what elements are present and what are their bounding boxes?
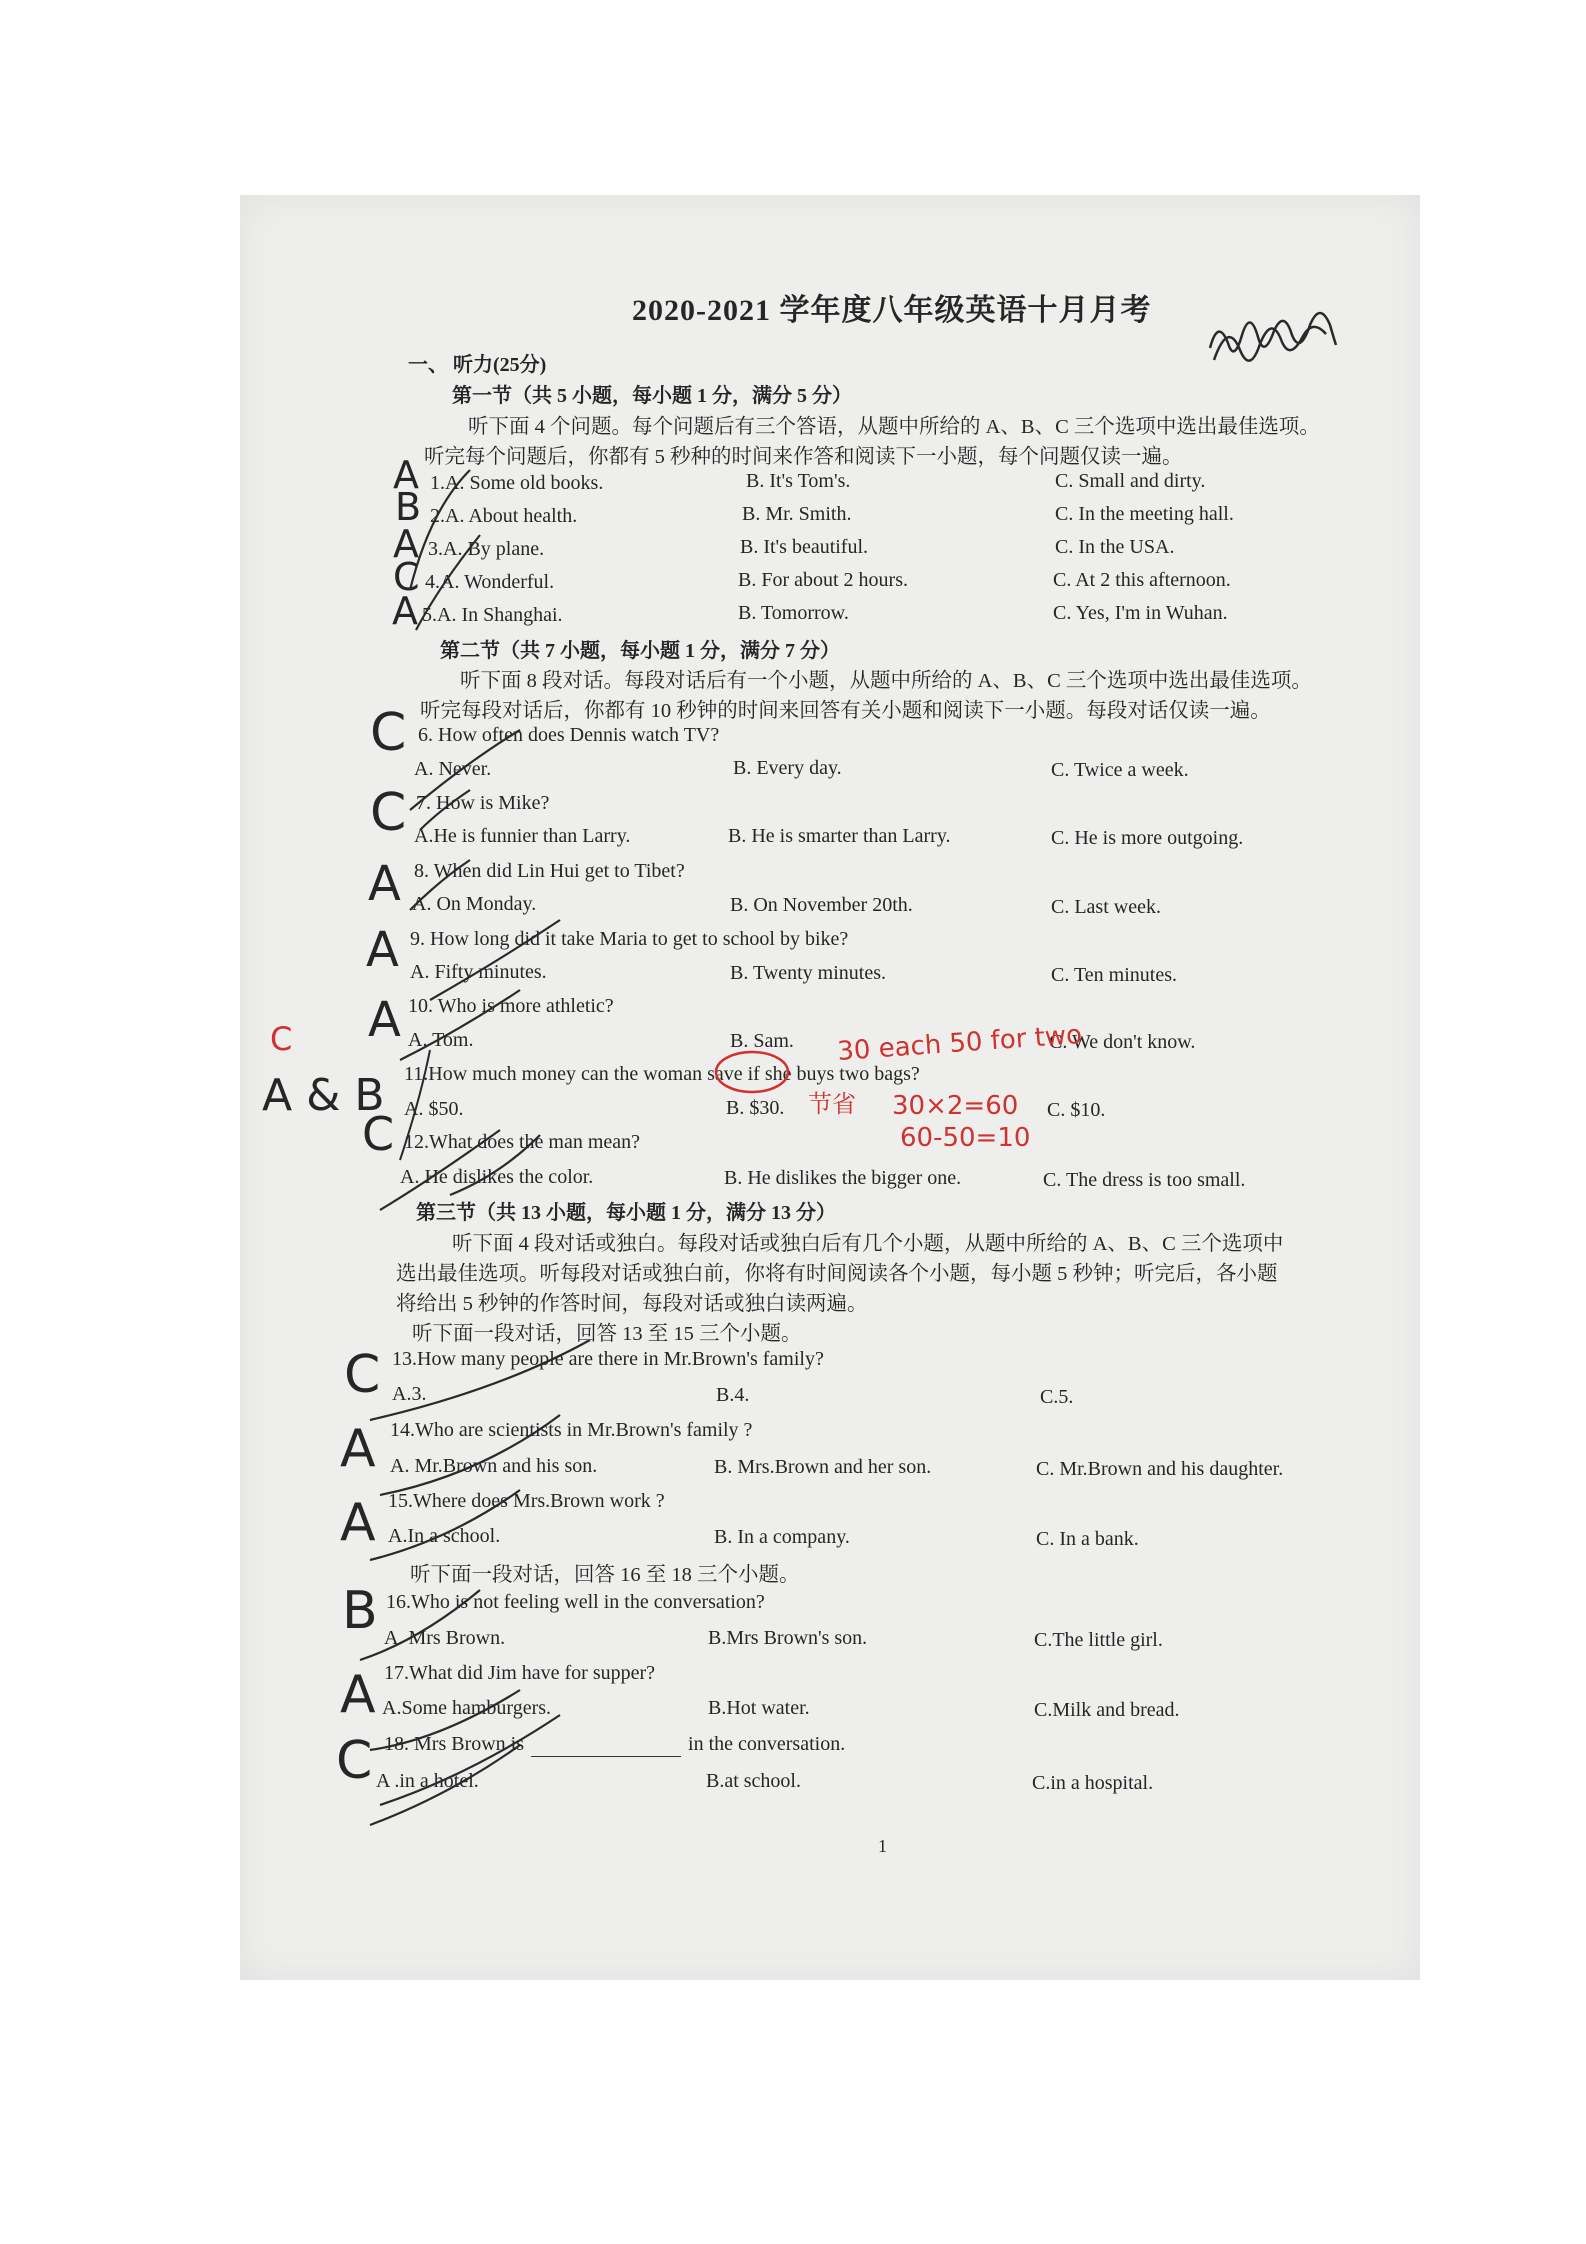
q11-correction-text: C bbox=[270, 1020, 293, 1058]
q18-stem-start: 18. Mrs Brown is bbox=[384, 1733, 525, 1755]
q14-option-c: C. Mr.Brown and his daughter. bbox=[1036, 1458, 1284, 1480]
fill-blank bbox=[531, 1733, 681, 1757]
q10-option-b: B. Sam. bbox=[730, 1030, 794, 1052]
q1-option-b: B. It's Tom's. bbox=[746, 470, 851, 492]
q11-option-a: A. $50. bbox=[404, 1098, 464, 1120]
q16-option-b: B.Mrs Brown's son. bbox=[708, 1627, 868, 1649]
answer-q17: A bbox=[340, 1665, 376, 1725]
q9-option-b: B. Twenty minutes. bbox=[730, 962, 887, 984]
q11-note-1: 30 each 50 for two bbox=[836, 1019, 1083, 1067]
q9-option-a: A. Fifty minutes. bbox=[410, 961, 547, 983]
q8-option-c: C. Last week. bbox=[1051, 896, 1161, 918]
q11-note-4: 60-50=10 bbox=[900, 1123, 1031, 1153]
answer-q14: A bbox=[340, 1419, 376, 1479]
q18-option-c: C.in a hospital. bbox=[1032, 1772, 1154, 1794]
q13-option-a: A.3. bbox=[392, 1383, 427, 1405]
q3-option-c: C. In the USA. bbox=[1055, 536, 1175, 558]
answer-q16: B bbox=[342, 1581, 378, 1641]
q16-stem: 16.Who is not feeling well in the conversation? bbox=[386, 1591, 765, 1613]
q11-note-2: 节省 bbox=[808, 1090, 856, 1118]
answer-q18: C bbox=[336, 1731, 373, 1791]
q7-option-a: A.He is funnier than Larry. bbox=[414, 825, 631, 847]
q14-option-b: B. Mrs.Brown and her son. bbox=[714, 1456, 932, 1478]
q17-option-c: C.Milk and bread. bbox=[1034, 1699, 1180, 1721]
answer-q7: C bbox=[370, 783, 407, 843]
q11-answer-text: A & B bbox=[262, 1070, 385, 1121]
q10-option-c: C. We don't know. bbox=[1049, 1031, 1196, 1053]
q8-option-b: B. On November 20th. bbox=[730, 894, 913, 916]
q6-option-b: B. Every day. bbox=[733, 757, 842, 779]
q17-option-a: A.Some hamburgers. bbox=[382, 1697, 552, 1719]
q4-option-c: C. At 2 this afternoon. bbox=[1053, 569, 1231, 591]
q13-option-b: B.4. bbox=[716, 1384, 750, 1406]
answer-q3: A bbox=[393, 522, 419, 566]
q1-option-c: C. Small and dirty. bbox=[1055, 470, 1206, 492]
q7-option-c: C. He is more outgoing. bbox=[1051, 827, 1244, 849]
answer-q15: A bbox=[340, 1493, 376, 1553]
part3-subheading: 听下面一段对话，回答 13 至 15 三个小题。 bbox=[412, 1323, 802, 1345]
q18-option-b: B.at school. bbox=[706, 1770, 801, 1792]
part1-heading: 第一节（共 5 小题，每小题 1 分，满分 5 分） bbox=[452, 385, 852, 407]
q2-option-a: 2.A. About health. bbox=[430, 505, 578, 527]
q18-option-a: A .in a hotel. bbox=[376, 1770, 479, 1792]
q3-option-b: B. It's beautiful. bbox=[740, 536, 869, 558]
q2-option-c: C. In the meeting hall. bbox=[1055, 503, 1234, 525]
answer-q2: B bbox=[395, 485, 422, 529]
q14-stem: 14.Who are scientists in Mr.Brown's family ? bbox=[390, 1419, 753, 1441]
q6-stem: 6. How often does Dennis watch TV? bbox=[418, 724, 720, 746]
answer-q1: A bbox=[393, 453, 419, 497]
answer-q8: A bbox=[368, 856, 401, 912]
q12-option-c: C. The dress is too small. bbox=[1043, 1169, 1246, 1191]
answer-q13: C bbox=[344, 1345, 381, 1405]
answer-q5: A bbox=[392, 589, 418, 633]
q13-option-c: C.5. bbox=[1040, 1386, 1074, 1408]
q9-option-c: C. Ten minutes. bbox=[1051, 964, 1178, 986]
part2-heading: 第二节（共 7 小题，每小题 1 分，满分 7 分） bbox=[440, 640, 840, 662]
q15-option-c: C. In a bank. bbox=[1036, 1528, 1139, 1550]
q17-stem: 17.What did Jim have for supper? bbox=[384, 1662, 656, 1684]
q11-option-b: B. $30. bbox=[726, 1097, 785, 1119]
q11-option-c: C. $10. bbox=[1047, 1099, 1106, 1121]
section-heading: 一、 听力(25分) bbox=[408, 354, 547, 376]
part3-subheading: 听下面一段对话，回答 16 至 18 三个小题。 bbox=[410, 1564, 800, 1586]
q12-option-b: B. He dislikes the bigger one. bbox=[724, 1167, 962, 1189]
q18-stem-end: in the conversation. bbox=[688, 1733, 846, 1755]
answer-q4: C bbox=[393, 555, 420, 599]
q4-option-a: 4.A. Wonderful. bbox=[425, 571, 555, 593]
q16-option-c: C.The little girl. bbox=[1034, 1629, 1163, 1651]
q6-option-a: A. Never. bbox=[414, 758, 492, 780]
part3-instruction: 听下面 4 段对话或独白。每段对话或独白后有几个小题，从题中所给的 A、B、C 三个选项中 bbox=[452, 1233, 1284, 1255]
part3-instruction: 将给出 5 秒钟的作答时间，每段对话或独白读两遍。 bbox=[396, 1293, 868, 1315]
page-title: 2020-2021 学年度八年级英语十月月考 bbox=[632, 294, 1152, 327]
part2-instruction: 听下面 8 段对话。每段对话后有一个小题，从题中所给的 A、B、C 三个选项中选出最佳选项。 bbox=[460, 670, 1312, 692]
q3-option-a: 3.A. By plane. bbox=[428, 538, 545, 560]
q15-option-a: A.In a school. bbox=[388, 1525, 501, 1547]
q10-option-a: A. Tom. bbox=[408, 1029, 474, 1051]
answer-q12: C bbox=[362, 1107, 395, 1161]
part1-instruction: 听下面 4 个问题。每个问题后有三个答语，从题中所给的 A、B、C 三个选项中选出最佳选项。 bbox=[468, 416, 1320, 438]
q2-option-b: B. Mr. Smith. bbox=[742, 503, 852, 525]
q4-option-b: B. For about 2 hours. bbox=[738, 569, 908, 591]
q10-stem: 10. Who is more athletic? bbox=[408, 995, 614, 1017]
q5-option-c: C. Yes, I'm in Wuhan. bbox=[1053, 602, 1228, 624]
q15-stem: 15.Where does Mrs.Brown work ? bbox=[388, 1490, 665, 1512]
q14-option-a: A. Mr.Brown and his son. bbox=[390, 1455, 598, 1477]
q8-stem: 8. When did Lin Hui get to Tibet? bbox=[414, 860, 685, 882]
answer-q6: C bbox=[370, 703, 407, 763]
q11-note-3: 30×2=60 bbox=[892, 1091, 1019, 1121]
part3-heading: 第三节（共 13 小题，每小题 1 分，满分 13 分） bbox=[416, 1202, 836, 1224]
q9-stem: 9. How long did it take Maria to get to school by bike? bbox=[410, 928, 849, 950]
q7-stem: 7. How is Mike? bbox=[416, 792, 550, 814]
q5-option-b: B. Tomorrow. bbox=[738, 602, 849, 624]
q15-option-b: B. In a company. bbox=[714, 1526, 850, 1548]
part2-instruction: 听完每段对话后，你都有 10 秒钟的时间来回答有关小题和阅读下一小题。每段对话仅读一遍。 bbox=[420, 700, 1271, 722]
q16-option-a: A. Mrs Brown. bbox=[384, 1627, 506, 1649]
q17-option-b: B.Hot water. bbox=[708, 1697, 810, 1719]
part1-instruction: 听完每个问题后，你都有 5 秒种的时间来作答和阅读下一小题，每个问题仅读一遍。 bbox=[424, 446, 1183, 468]
q11-stem: 11.How much money can the woman save if she buys two bags? bbox=[404, 1063, 920, 1085]
page-number: 1 bbox=[878, 1836, 887, 1856]
q7-option-b: B. He is smarter than Larry. bbox=[728, 825, 951, 847]
answer-q9: A bbox=[366, 922, 399, 978]
q8-option-a: A. On Monday. bbox=[412, 893, 537, 915]
q12-option-a: A. He dislikes the color. bbox=[400, 1166, 594, 1188]
q12-stem: 12.What does the man mean? bbox=[404, 1131, 641, 1153]
answer-q10: A bbox=[368, 992, 401, 1048]
q13-stem: 13.How many people are there in Mr.Brown's family? bbox=[392, 1348, 824, 1370]
q18-stem bbox=[384, 1733, 845, 1757]
part3-instruction: 选出最佳选项。听每段对话或独白前，你将有时间阅读各个小题，每小题 5 秒钟；听完后，各小题 bbox=[396, 1263, 1278, 1285]
q6-option-c: C. Twice a week. bbox=[1051, 759, 1189, 781]
q5-option-a: 5.A. In Shanghai. bbox=[422, 604, 563, 626]
q1-option-a: 1.A. Some old books. bbox=[430, 472, 604, 494]
